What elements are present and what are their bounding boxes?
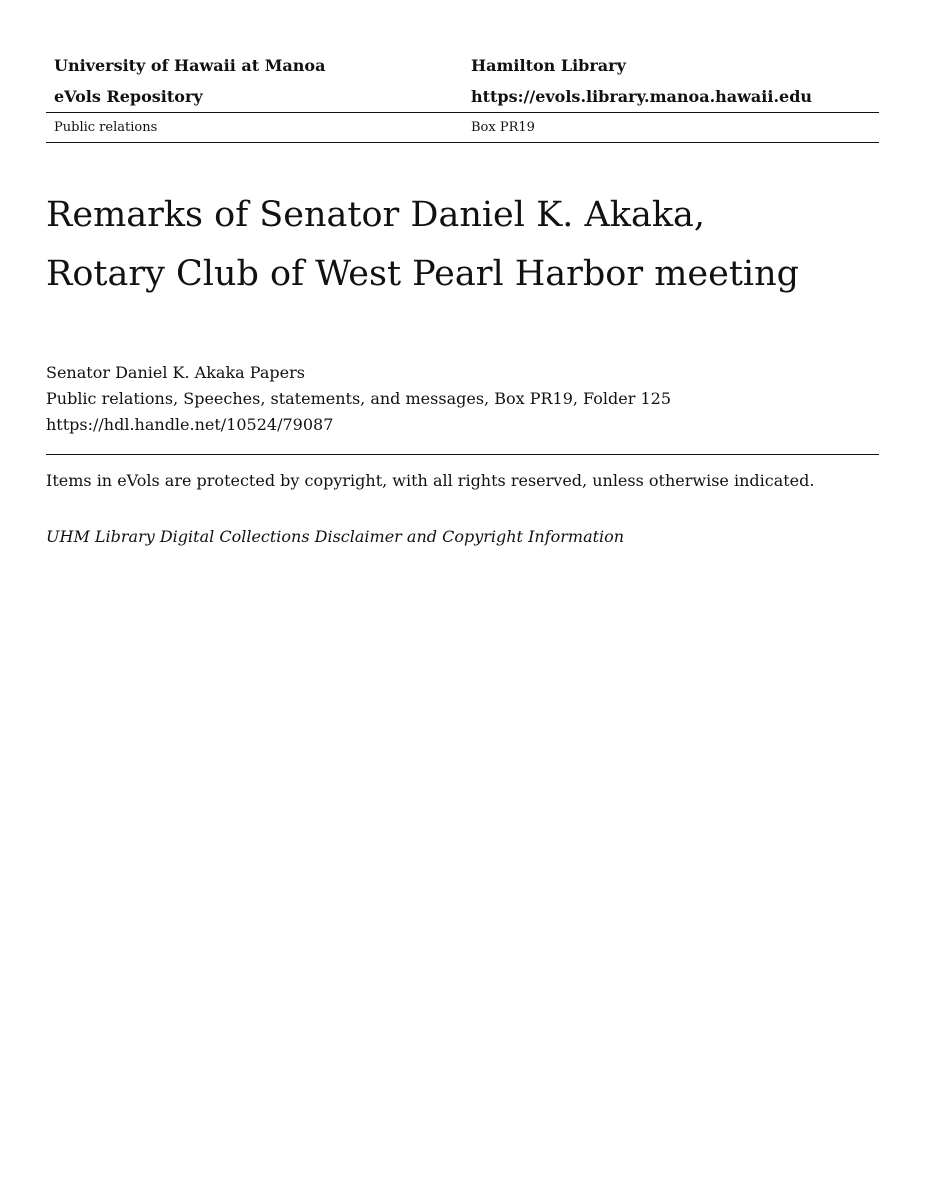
title-line-2: Rotary Club of West Pearl Harbor meeting [46, 254, 800, 294]
disclaimer-link[interactable]: UHM Library Digital Collections Disclaimer and Copyright Information [46, 527, 625, 546]
repository-name: eVols Repository [54, 87, 203, 106]
header-row-1 [46, 50, 879, 81]
document-title [46, 186, 879, 304]
header-divider-bottom [46, 142, 879, 143]
series-label: Public relations [54, 120, 158, 135]
box-label: Box PR19 [471, 120, 535, 135]
header-row-2 [46, 81, 879, 112]
header-row-3 [46, 113, 879, 142]
document-metadata [46, 360, 879, 438]
repository-url[interactable]: https://evols.library.manoa.hawaii.edu [471, 87, 813, 106]
handle-link[interactable]: https://hdl.handle.net/10524/79087 [46, 415, 334, 434]
folder-location: Public relations, Speeches, statements, and messages, Box PR19, Folder 125 [46, 389, 671, 408]
copyright-notice: Items in eVols are protected by copyright, with all rights reserved, unless otherwise indicated. [46, 471, 815, 490]
collection-name: Senator Daniel K. Akaka Papers [46, 363, 305, 382]
title-line-1: Remarks of Senator Daniel K. Akaka, [46, 195, 706, 235]
header-table [46, 50, 879, 143]
library-name: Hamilton Library [471, 56, 626, 75]
section-divider [46, 454, 879, 455]
institution-name: University of Hawaii at Manoa [54, 56, 326, 75]
